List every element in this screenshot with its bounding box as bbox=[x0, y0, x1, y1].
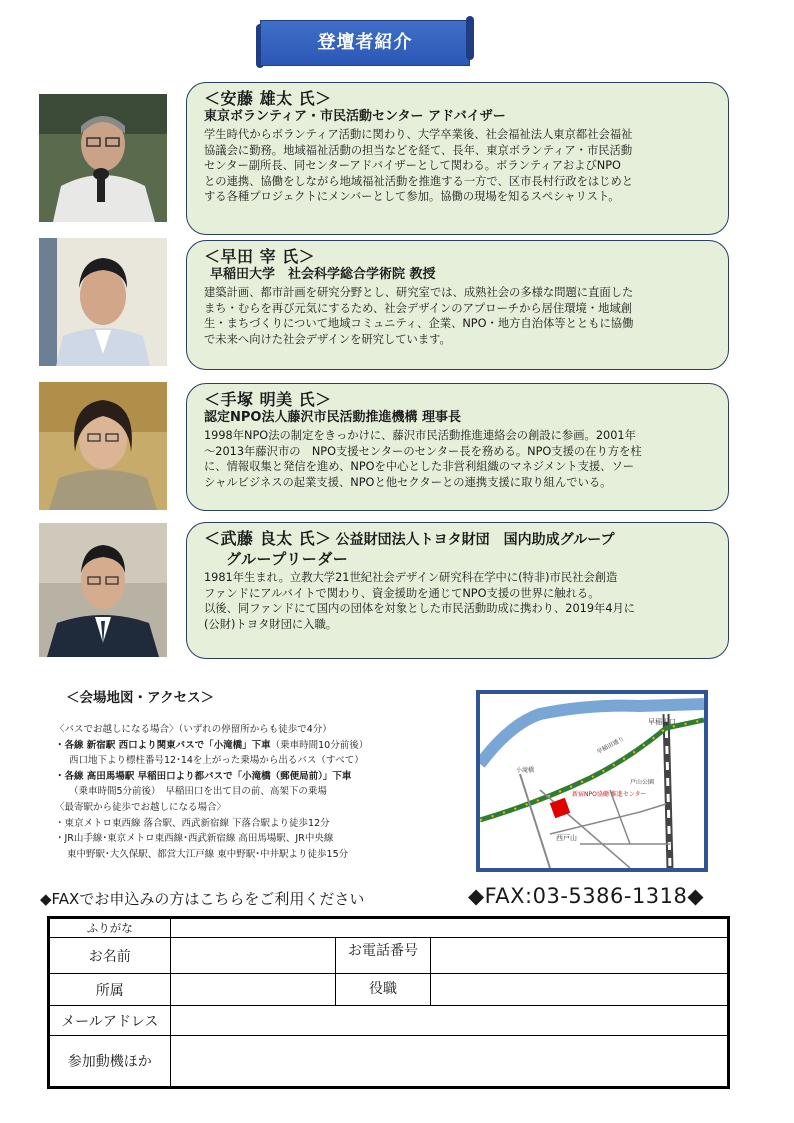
speaker-bio bbox=[204, 285, 714, 347]
route-duration: （乗車時間10分前後） bbox=[270, 739, 369, 751]
route-text: ・各線 高田馬場駅 早稲田口より都バスで「小滝橋（郵便局前）」下車 bbox=[55, 770, 352, 782]
walk-route: 東中野駅･大久保駅、都営大江戸線 東中野駅･中井駅より徒歩15分 bbox=[67, 848, 349, 860]
speaker-bio bbox=[204, 428, 714, 490]
speaker-name: ＜安藤 雄太 氏＞ bbox=[204, 89, 332, 108]
motivation-label: 参加動機ほか bbox=[49, 1036, 171, 1088]
bio-line: する各種プロジェクトにメンバーとして参加。協働の現場を知るスペシャリスト。 bbox=[204, 190, 620, 204]
fax-line bbox=[40, 884, 740, 912]
bus-route-2 bbox=[55, 769, 475, 785]
bus-route-1 bbox=[55, 738, 475, 754]
bio-line: 生・まちづくりについて地域コミュニティ、企業、NPO・地方自治体等とともに協働 bbox=[204, 317, 634, 331]
speaker-photo-4 bbox=[39, 523, 167, 657]
phone-field[interactable] bbox=[431, 938, 729, 974]
affiliation-label: 所属 bbox=[49, 974, 171, 1006]
form-row bbox=[49, 938, 729, 974]
speaker-card-1 bbox=[186, 82, 729, 235]
route-duration: （乗車時間5分前後） bbox=[69, 786, 156, 798]
speaker-bio bbox=[204, 570, 714, 632]
map-label: 新宿NPO協働 推進センター bbox=[572, 791, 647, 798]
speaker-org: 早稲田大学 社会科学総合学術院 教授 bbox=[210, 267, 436, 282]
bus-heading: 〈バスでお越しになる場合〉（いずれの停留所からも徒歩で4分） bbox=[55, 724, 332, 735]
speaker-name: ＜手塚 明美 氏＞ bbox=[204, 390, 332, 409]
bio-line: 学生時代からボランティア活動に関わり、大学卒業後、社会福祉法人東京都社会福祉 bbox=[204, 128, 633, 141]
bio-line: ファンドにアルバイトで関わり、資金援助を通じてNPO支援の世界に触れる。 bbox=[204, 586, 600, 600]
bio-line: 1998年NPO法の制定をきっかけに、藤沢市民活動推進連絡会の創設に参画。2001年 bbox=[204, 429, 636, 442]
speaker-org: 認定NPO法人藤沢市民活動推進機構 理事長 bbox=[204, 410, 461, 425]
bio-line: 協議会に勤務。地域福祉活動の担当などを経て、長年、東京ボランティア・市民活動 bbox=[204, 143, 633, 157]
form-row bbox=[49, 1006, 729, 1036]
page-title: 登壇者紹介 bbox=[317, 32, 413, 53]
speaker-org: グループリーダー bbox=[226, 550, 349, 568]
map-label: 早稲田通り bbox=[595, 735, 626, 756]
fax-number: ◆FAX:03-5386-1318◆ bbox=[468, 884, 705, 908]
form-row bbox=[49, 1036, 729, 1088]
map-label: 小滝橋 bbox=[516, 767, 535, 774]
speaker-name-row bbox=[204, 529, 714, 550]
bio-line: ～2013年藤沢市の NPO支援センターのセンター長を務める。NPO支援の在り方を柱 bbox=[204, 444, 642, 458]
route-detail: 早稲田口を出て目の前、高架下の乗場 bbox=[165, 786, 327, 798]
speaker-org: 東京ボランティア・市民活動センター アドバイザー bbox=[204, 109, 506, 124]
speaker-org-inline: 公益財団法人トヨタ財団 国内助成グループ bbox=[335, 532, 615, 548]
speaker-bio bbox=[204, 127, 714, 205]
bio-line: 1981年生まれ。立教大学21世紀社会デザイン研究科在学中に(特非)市民社会創造 bbox=[204, 571, 618, 584]
position-field[interactable] bbox=[431, 974, 729, 1006]
speaker-card-2 bbox=[186, 240, 729, 370]
walk-heading: 〈最寄駅から徒歩でお越しになる場合〉 bbox=[55, 801, 227, 813]
bio-line: センター副所長、同センターアドバイザーとして関わる。ボランティアおよびNPO bbox=[204, 159, 621, 173]
route-detail: 西口地下より標柱番号12･14を上がった乗場から出るバス（すべて） bbox=[69, 755, 364, 767]
bio-line: 以後、同ファンドにて国内の団体を対象とした市民活動助成に携わり、2019年4月に bbox=[204, 602, 636, 616]
route-text: ・各線 新宿駅 西口より関東バスで「小滝橋」下車 bbox=[55, 739, 271, 751]
application-form bbox=[47, 916, 730, 1089]
speaker-card-4 bbox=[186, 522, 729, 659]
speaker-photo-1 bbox=[39, 94, 167, 222]
form-row bbox=[49, 974, 729, 1006]
speaker-photo-3 bbox=[39, 382, 167, 510]
route-detail-row bbox=[55, 784, 475, 800]
speaker-card-3 bbox=[186, 383, 729, 511]
map-label: 西戸山 bbox=[556, 834, 577, 842]
name-label: お名前 bbox=[49, 938, 171, 974]
name-field[interactable] bbox=[170, 938, 335, 974]
access-title: ＜会場地図・アクセス＞ bbox=[66, 690, 215, 706]
furigana-label: ふりがな bbox=[49, 918, 171, 938]
email-label: メールアドレス bbox=[49, 1006, 171, 1036]
access-directions bbox=[55, 722, 475, 862]
position-label: 役職 bbox=[335, 974, 431, 1006]
bio-line: に、情報収集と発信を進め、NPOを中心とした非営利組織のマネジメント支援、ソー bbox=[204, 460, 635, 474]
bio-line: との連携、協働をしながら地域福祉活動を推進する一方で、区市長村行政をはじめと bbox=[204, 174, 634, 188]
speaker-photo-2 bbox=[39, 238, 167, 366]
walk-route: ・JR山手線･東京メトロ東西線･西武新宿線 高田馬場駅、JR中央線 bbox=[55, 833, 334, 845]
furigana-field[interactable] bbox=[170, 918, 729, 938]
bio-line: で未来へ向けた社会デザインを研究しています。 bbox=[204, 332, 451, 346]
fax-notice: ◆FAXでお申込みの方はこちらをご利用ください bbox=[40, 890, 365, 908]
phone-label: お電話番号 bbox=[335, 938, 431, 974]
venue-map bbox=[476, 690, 708, 872]
walk-route: ・東京メトロ東西線 落合駅、西武新宿線 下落合駅より徒歩12分 bbox=[55, 817, 330, 829]
speaker-name: ＜武藤 良太 氏＞ bbox=[204, 529, 332, 548]
speaker-name: ＜早田 宰 氏＞ bbox=[204, 247, 316, 266]
bio-line: 建築計画、都市計画を研究分野とし、研究室では、成熟社会の多様な問題に直面した bbox=[204, 286, 634, 299]
title-banner bbox=[260, 20, 470, 66]
bio-line: シャルビジネスの起業支援、NPOと他セクターとの連携支援に取り組んでいる。 bbox=[204, 475, 612, 489]
bio-line: まち・むらを再び元気にするため、社会デザインのアプローチから居住環境・地域創 bbox=[204, 301, 633, 315]
form-row bbox=[49, 918, 729, 938]
motivation-field[interactable] bbox=[170, 1036, 729, 1088]
bio-line: (公財)トヨタ財団に入職。 bbox=[204, 617, 338, 631]
map-label: 戸山公園 bbox=[630, 779, 655, 786]
affiliation-field[interactable] bbox=[170, 974, 335, 1006]
map-label: 早稲田口 bbox=[648, 718, 676, 726]
email-field[interactable] bbox=[170, 1006, 729, 1036]
